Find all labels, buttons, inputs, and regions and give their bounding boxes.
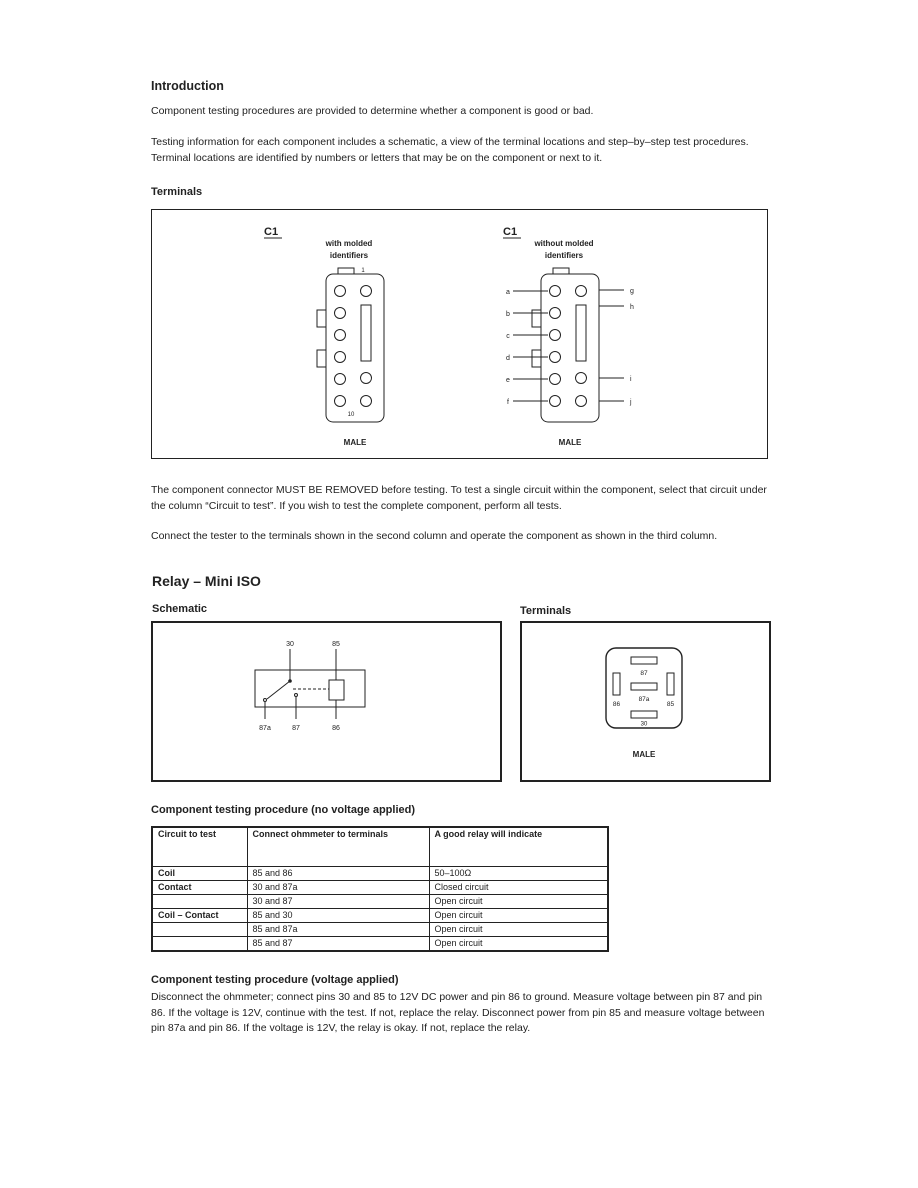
blade-87a [631, 683, 657, 690]
terminal-letter-j: j [630, 399, 632, 406]
connector-left-caption-1: with molded [325, 239, 373, 248]
terminal-letter-h: h [630, 304, 634, 311]
cell-indication: Closed circuit [429, 881, 608, 895]
blade-30 [631, 711, 657, 718]
test-table [151, 826, 609, 952]
terminal-letter-e: e [506, 377, 510, 384]
table-row [152, 881, 608, 895]
male-label-right: MALE [558, 438, 582, 447]
cell-indication: 50–100Ω [429, 867, 608, 881]
table-row [152, 895, 608, 909]
cell-indication: Open circuit [429, 909, 608, 923]
connector-right-caption-2: identifiers [544, 251, 584, 260]
terminals-paragraph-1: The component connector MUST BE REMOVED before testing. To test a single circuit within the component, select that circuit under the column “Circuit to test”. If you wish to test the complete component, perform all tests. [151, 484, 767, 512]
table-row [152, 909, 608, 923]
terminal-letter-a: a [506, 289, 510, 296]
cell-circuit [152, 895, 247, 909]
cell-terminals: 85 and 87a [247, 923, 429, 937]
pin-number-top: 1 [361, 268, 365, 274]
terminal-letter-f: f [507, 399, 509, 406]
connector-right-caption-1: without molded [534, 239, 594, 248]
cell-circuit [152, 937, 247, 952]
terminal-letter-d: d [506, 355, 510, 362]
intro-paragraph-1: Component testing procedures are provided to determine whether a component is good or bad. [151, 105, 594, 117]
cell-terminals: 30 and 87a [247, 881, 429, 895]
intro-paragraph-2: Testing information for each component includes a schematic, a view of the terminal locations and step–by–step test procedures. Terminal locations are identified by numbers or letters that may be on the component or next to it. [151, 136, 749, 164]
terminals-figure [151, 209, 768, 459]
terminals-heading: Terminals [151, 186, 203, 198]
voltage-applied-paragraph: Disconnect the ohmmeter; connect pins 30 and 85 to 12V DC power and pin 86 to ground. Measure voltage between pin 87 and pin 86. If the voltage is 12V, continue with the test. If not, replace the relay. Disconnect power from pin 85 and measure voltage between pin 87a and pin 86. If the voltage is 12V, the relay is okay. If not, replace the relay. [151, 991, 765, 1034]
coil-symbol [329, 680, 344, 700]
introduction-heading: Introduction [151, 79, 224, 93]
cell-terminals: 85 and 30 [247, 909, 429, 923]
cell-circuit: Coil [152, 867, 247, 881]
connector-left-caption-2: identifiers [329, 251, 369, 260]
socket-pin-87a: 87a [638, 696, 650, 703]
table-header-row [152, 827, 608, 867]
table-row [152, 923, 608, 937]
keyway-slot [576, 305, 586, 361]
terminal-letter-i: i [630, 376, 632, 383]
schematic-pin-87: 87 [292, 725, 300, 732]
keyway-slot [361, 305, 371, 361]
terminal-letter-c: c [506, 333, 510, 340]
cell-terminals: 30 and 87 [247, 895, 429, 909]
pin-number-bottom: 10 [347, 412, 355, 418]
terminal-letter-b: b [506, 311, 510, 318]
socket-pin-30: 30 [640, 721, 648, 728]
cell-indication: Open circuit [429, 923, 608, 937]
pin-circle [335, 286, 346, 297]
cell-indication: Open circuit [429, 937, 608, 952]
cell-circuit: Contact [152, 881, 247, 895]
terminal-letter-g: g [630, 288, 634, 295]
schematic-figure [151, 621, 502, 782]
socket-pin-87: 87 [640, 670, 648, 677]
relay-heading: Relay – Mini ISO [152, 573, 261, 589]
cell-circuit [152, 923, 247, 937]
blade-85 [667, 673, 674, 695]
cell-terminals: 85 and 86 [247, 867, 429, 881]
relay-terminals-heading: Terminals [520, 605, 572, 617]
schematic-pin-85: 85 [332, 641, 340, 648]
terminals-paragraph-2: Connect the tester to the terminals shown in the second column and operate the component as shown in the third column. [151, 530, 718, 542]
no-voltage-heading: Component testing procedure (no voltage applied) [151, 804, 416, 816]
schematic-pin-86: 86 [332, 725, 340, 732]
relay-socket-drawing [522, 623, 765, 776]
blade-87 [631, 657, 657, 664]
connector-left-label: C1 [264, 226, 279, 238]
cell-circuit: Coil – Contact [152, 909, 247, 923]
socket-pin-85: 85 [666, 701, 675, 708]
blade-86 [613, 673, 620, 695]
switch-arm [267, 681, 290, 699]
relay-schematic-drawing [153, 623, 496, 776]
header-circuit-to-test: Circuit to test [152, 827, 247, 867]
table-row [152, 867, 608, 881]
header-connect-ohmmeter: Connect ohmmeter to terminals [247, 827, 429, 867]
terminals-diagram [152, 210, 765, 456]
cell-indication: Open circuit [429, 895, 608, 909]
header-good-relay: A good relay will indicate [429, 827, 608, 867]
male-label-socket: MALE [632, 750, 656, 759]
socket-outline [606, 648, 682, 728]
voltage-applied-heading: Component testing procedure (voltage applied) [151, 974, 399, 986]
schematic-pin-87a: 87a [259, 725, 271, 732]
relay-terminals-figure [520, 621, 771, 782]
connector-right-label: C1 [503, 226, 518, 238]
cell-terminals: 85 and 87 [247, 937, 429, 952]
connector-with-molded-identifiers [264, 226, 384, 447]
schematic-heading: Schematic [152, 603, 208, 615]
table-row [152, 937, 608, 952]
socket-pin-86: 86 [612, 701, 621, 708]
male-label-left: MALE [343, 438, 367, 447]
schematic-pin-30: 30 [286, 641, 294, 648]
connector-without-molded-identifiers [503, 226, 634, 447]
